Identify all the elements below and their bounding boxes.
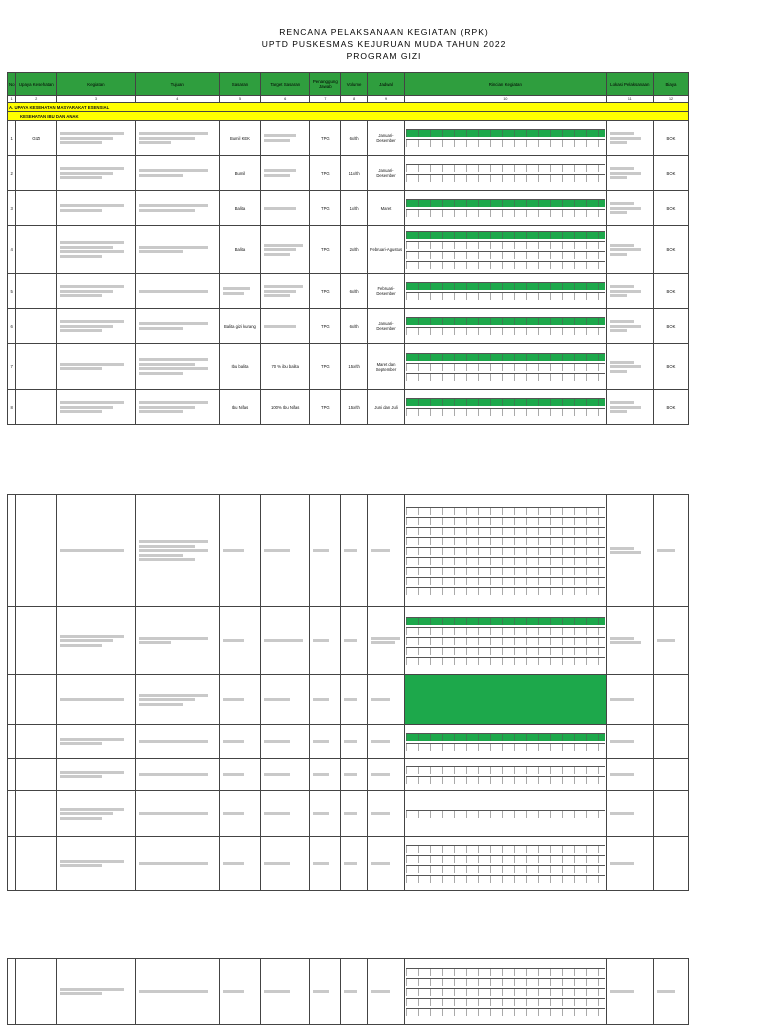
table-row bbox=[8, 959, 689, 1025]
row-no: 1 bbox=[8, 121, 16, 156]
row-pj: TPG bbox=[310, 191, 341, 226]
col-volume: Volume bbox=[341, 73, 368, 96]
row-no-placeholder bbox=[8, 607, 16, 675]
row-upaya: GIZI bbox=[16, 121, 57, 156]
row-biaya: BOK bbox=[653, 274, 688, 309]
row-biaya-placeholder bbox=[653, 725, 688, 759]
row-target-placeholder bbox=[261, 121, 310, 156]
colnum: 5 bbox=[219, 96, 260, 103]
colnum: 8 bbox=[341, 96, 368, 103]
row-lokasi-placeholder bbox=[606, 675, 653, 725]
section-row bbox=[8, 103, 689, 112]
row-lokasi-placeholder bbox=[606, 191, 653, 226]
col-kegiatan: Kegiatan bbox=[57, 73, 135, 96]
row-rincian-placeholder bbox=[405, 675, 607, 725]
row-no-placeholder bbox=[8, 959, 16, 1025]
row-target: 70 % ibu balita bbox=[261, 344, 310, 390]
row-no: 3 bbox=[8, 191, 16, 226]
row-jadwal-placeholder bbox=[367, 495, 404, 607]
row-sasaran-placeholder bbox=[219, 495, 260, 607]
row-lokasi-placeholder bbox=[606, 837, 653, 891]
table-row bbox=[8, 191, 689, 226]
colnum: 9 bbox=[367, 96, 404, 103]
document-subtitle: UPTD PUSKESMAS KEJURUAN MUDA TAHUN 2022 bbox=[261, 39, 507, 49]
row-target: 100% Ibu Nifas bbox=[261, 390, 310, 425]
row-jadwal-placeholder bbox=[367, 725, 404, 759]
row-biaya: BOK bbox=[653, 309, 688, 344]
row-sasaran-placeholder bbox=[219, 725, 260, 759]
row-upaya bbox=[16, 390, 57, 425]
row-tujuan-placeholder bbox=[135, 759, 219, 791]
row-lokasi-placeholder bbox=[606, 607, 653, 675]
row-volume: 6x/th bbox=[341, 274, 368, 309]
row-tujuan-placeholder bbox=[135, 344, 219, 390]
row-no-placeholder bbox=[8, 791, 16, 837]
table-row bbox=[8, 791, 689, 837]
table-row bbox=[8, 390, 689, 425]
row-no: 8 bbox=[8, 390, 16, 425]
row-jadwal: Januari-Desember bbox=[367, 121, 404, 156]
row-upaya bbox=[16, 156, 57, 191]
row-pj: TPG bbox=[310, 121, 341, 156]
row-upaya-placeholder bbox=[16, 959, 57, 1025]
row-upaya bbox=[16, 191, 57, 226]
colnum: 12 bbox=[653, 96, 688, 103]
row-kegiatan-placeholder bbox=[57, 959, 135, 1025]
row-jadwal: Februari-Agustus bbox=[367, 226, 404, 274]
row-volume: 6x/th bbox=[341, 309, 368, 344]
subsection-row bbox=[8, 112, 689, 121]
row-no-placeholder bbox=[8, 759, 16, 791]
table-row bbox=[8, 675, 689, 725]
row-sasaran: Balita gizi kurang bbox=[219, 309, 260, 344]
table-row bbox=[8, 121, 689, 156]
row-upaya-placeholder bbox=[16, 607, 57, 675]
row-lokasi-placeholder bbox=[606, 156, 653, 191]
row-jadwal: Juni dan Juli bbox=[367, 390, 404, 425]
row-kegiatan-placeholder bbox=[57, 725, 135, 759]
row-kegiatan-placeholder bbox=[57, 837, 135, 891]
row-biaya: BOK bbox=[653, 344, 688, 390]
row-rincian-placeholder bbox=[405, 309, 607, 344]
subsection-heading: KESEHATAN IBU DAN ANAK bbox=[8, 112, 689, 121]
row-tujuan-placeholder bbox=[135, 959, 219, 1025]
col-sasaran: Sasaran bbox=[219, 73, 260, 96]
row-rincian-placeholder bbox=[405, 226, 607, 274]
col-target: Target Sasaran bbox=[261, 73, 310, 96]
row-upaya bbox=[16, 274, 57, 309]
row-sasaran-placeholder bbox=[219, 791, 260, 837]
row-lokasi-placeholder bbox=[606, 309, 653, 344]
table-row bbox=[8, 309, 689, 344]
row-volume-placeholder bbox=[341, 495, 368, 607]
row-upaya-placeholder bbox=[16, 495, 57, 607]
row-kegiatan-placeholder bbox=[57, 390, 135, 425]
header-row bbox=[8, 73, 689, 96]
program-title: PROGRAM GIZI bbox=[346, 51, 422, 61]
row-target-placeholder bbox=[261, 725, 310, 759]
row-tujuan-placeholder bbox=[135, 675, 219, 725]
row-rincian-placeholder bbox=[405, 725, 607, 759]
row-rincian-placeholder bbox=[405, 191, 607, 226]
row-sasaran: Ibu Nifas bbox=[219, 390, 260, 425]
row-biaya: BOK bbox=[653, 191, 688, 226]
row-rincian-placeholder bbox=[405, 959, 607, 1025]
colnum: 2 bbox=[16, 96, 57, 103]
row-kegiatan-placeholder bbox=[57, 607, 135, 675]
row-sasaran: Balita bbox=[219, 226, 260, 274]
row-lokasi-placeholder bbox=[606, 791, 653, 837]
row-jadwal: Maret bbox=[367, 191, 404, 226]
row-biaya-placeholder bbox=[653, 759, 688, 791]
row-biaya: BOK bbox=[653, 121, 688, 156]
row-pj-placeholder bbox=[310, 959, 341, 1025]
row-jadwal: Januari-Desember bbox=[367, 309, 404, 344]
row-volume-placeholder bbox=[341, 791, 368, 837]
row-rincian-placeholder bbox=[405, 344, 607, 390]
colnum: 4 bbox=[135, 96, 219, 103]
row-upaya-placeholder bbox=[16, 759, 57, 791]
row-volume: 15x/th bbox=[341, 344, 368, 390]
row-sasaran-placeholder bbox=[219, 274, 260, 309]
col-biaya: Biaya bbox=[653, 73, 688, 96]
row-upaya-placeholder bbox=[16, 675, 57, 725]
row-rincian-placeholder bbox=[405, 791, 607, 837]
row-target-placeholder bbox=[261, 837, 310, 891]
row-tujuan-placeholder bbox=[135, 274, 219, 309]
row-rincian-placeholder bbox=[405, 495, 607, 607]
table-row bbox=[8, 226, 689, 274]
row-sasaran-placeholder bbox=[219, 837, 260, 891]
rpk-table-page-2 bbox=[7, 494, 689, 891]
row-biaya: BOK bbox=[653, 156, 688, 191]
row-rincian-placeholder bbox=[405, 156, 607, 191]
table-row bbox=[8, 274, 689, 309]
row-tujuan-placeholder bbox=[135, 156, 219, 191]
colnum: 6 bbox=[261, 96, 310, 103]
row-volume-placeholder bbox=[341, 607, 368, 675]
row-target-placeholder bbox=[261, 759, 310, 791]
row-volume: 2x/th bbox=[341, 226, 368, 274]
row-no-placeholder bbox=[8, 675, 16, 725]
row-rincian-placeholder bbox=[405, 607, 607, 675]
document-title: RENCANA PELAKSANAAN KEGIATAN (RPK) bbox=[279, 27, 489, 37]
row-rincian-placeholder bbox=[405, 837, 607, 891]
row-lokasi-placeholder bbox=[606, 390, 653, 425]
row-no: 5 bbox=[8, 274, 16, 309]
row-pj-placeholder bbox=[310, 607, 341, 675]
row-lokasi-placeholder bbox=[606, 495, 653, 607]
row-pj-placeholder bbox=[310, 495, 341, 607]
row-kegiatan-placeholder bbox=[57, 675, 135, 725]
row-kegiatan-placeholder bbox=[57, 495, 135, 607]
row-target-placeholder bbox=[261, 959, 310, 1025]
row-pj: TPG bbox=[310, 344, 341, 390]
row-sasaran-placeholder bbox=[219, 675, 260, 725]
row-rincian-placeholder bbox=[405, 390, 607, 425]
row-volume-placeholder bbox=[341, 959, 368, 1025]
col-rincian: Rincian Kegiatan bbox=[405, 73, 607, 96]
row-pj-placeholder bbox=[310, 725, 341, 759]
section-heading: A. UPAYA KESEHATAN MASYARAKAT ESENSIAL bbox=[8, 103, 689, 112]
row-jadwal-placeholder bbox=[367, 759, 404, 791]
row-sasaran: Balita bbox=[219, 191, 260, 226]
row-jadwal-placeholder bbox=[367, 791, 404, 837]
row-upaya-placeholder bbox=[16, 837, 57, 891]
table-row bbox=[8, 607, 689, 675]
row-volume: 11x/th bbox=[341, 156, 368, 191]
row-no-placeholder bbox=[8, 725, 16, 759]
row-kegiatan-placeholder bbox=[57, 274, 135, 309]
row-sasaran-placeholder bbox=[219, 959, 260, 1025]
row-target-placeholder bbox=[261, 274, 310, 309]
colnum: 3 bbox=[57, 96, 135, 103]
row-kegiatan-placeholder bbox=[57, 791, 135, 837]
colnum: 7 bbox=[310, 96, 341, 103]
row-lokasi-placeholder bbox=[606, 344, 653, 390]
colnum: 10 bbox=[405, 96, 607, 103]
row-upaya bbox=[16, 344, 57, 390]
row-tujuan-placeholder bbox=[135, 191, 219, 226]
row-pj-placeholder bbox=[310, 675, 341, 725]
col-upaya: Upaya Kesehatan bbox=[16, 73, 57, 96]
row-tujuan-placeholder bbox=[135, 607, 219, 675]
row-jadwal-placeholder bbox=[367, 837, 404, 891]
colnum: 1 bbox=[8, 96, 16, 103]
row-volume: 15x/th bbox=[341, 390, 368, 425]
row-no: 7 bbox=[8, 344, 16, 390]
row-tujuan-placeholder bbox=[135, 390, 219, 425]
row-jadwal-placeholder bbox=[367, 607, 404, 675]
table-row bbox=[8, 156, 689, 191]
row-biaya-placeholder bbox=[653, 837, 688, 891]
row-pj: TPG bbox=[310, 390, 341, 425]
row-biaya-placeholder bbox=[653, 791, 688, 837]
row-tujuan-placeholder bbox=[135, 791, 219, 837]
row-target-placeholder bbox=[261, 226, 310, 274]
colnum: 11 bbox=[606, 96, 653, 103]
row-rincian-placeholder bbox=[405, 274, 607, 309]
row-target-placeholder bbox=[261, 791, 310, 837]
row-tujuan-placeholder bbox=[135, 495, 219, 607]
row-upaya bbox=[16, 226, 57, 274]
row-no-placeholder bbox=[8, 837, 16, 891]
row-sasaran-placeholder bbox=[219, 759, 260, 791]
row-volume-placeholder bbox=[341, 725, 368, 759]
row-pj-placeholder bbox=[310, 791, 341, 837]
row-jadwal-placeholder bbox=[367, 959, 404, 1025]
row-biaya-placeholder bbox=[653, 607, 688, 675]
row-sasaran-placeholder bbox=[219, 607, 260, 675]
col-jadwal: Jadwal bbox=[367, 73, 404, 96]
col-lokasi: Lokasi Pelaksanaan bbox=[606, 73, 653, 96]
row-biaya: BOK bbox=[653, 226, 688, 274]
row-upaya bbox=[16, 309, 57, 344]
row-no: 6 bbox=[8, 309, 16, 344]
row-sasaran: Bumil bbox=[219, 156, 260, 191]
row-target-placeholder bbox=[261, 495, 310, 607]
row-lokasi-placeholder bbox=[606, 121, 653, 156]
row-kegiatan-placeholder bbox=[57, 344, 135, 390]
column-number-row bbox=[8, 96, 689, 103]
row-biaya: BOK bbox=[653, 390, 688, 425]
row-lokasi-placeholder bbox=[606, 759, 653, 791]
row-kegiatan-placeholder bbox=[57, 226, 135, 274]
row-jadwal-placeholder bbox=[367, 675, 404, 725]
row-upaya-placeholder bbox=[16, 791, 57, 837]
row-jadwal: Januari-Desember bbox=[367, 156, 404, 191]
row-jadwal: Februari-Desember bbox=[367, 274, 404, 309]
row-target-placeholder bbox=[261, 156, 310, 191]
row-no: 4 bbox=[8, 226, 16, 274]
row-tujuan-placeholder bbox=[135, 837, 219, 891]
row-target-placeholder bbox=[261, 191, 310, 226]
row-pj-placeholder bbox=[310, 837, 341, 891]
row-lokasi-placeholder bbox=[606, 274, 653, 309]
col-tujuan: Tujuan bbox=[135, 73, 219, 96]
table-row bbox=[8, 837, 689, 891]
col-no: No bbox=[8, 73, 16, 96]
row-tujuan-placeholder bbox=[135, 725, 219, 759]
row-volume-placeholder bbox=[341, 675, 368, 725]
row-volume-placeholder bbox=[341, 837, 368, 891]
row-kegiatan-placeholder bbox=[57, 309, 135, 344]
rpk-table-page-3 bbox=[7, 958, 689, 1025]
col-pj: Penanggung Jawab bbox=[310, 73, 341, 96]
row-tujuan-placeholder bbox=[135, 121, 219, 156]
row-rincian-placeholder bbox=[405, 759, 607, 791]
rpk-table-page-1 bbox=[7, 72, 689, 425]
row-kegiatan-placeholder bbox=[57, 759, 135, 791]
row-tujuan-placeholder bbox=[135, 226, 219, 274]
row-volume-placeholder bbox=[341, 759, 368, 791]
row-lokasi-placeholder bbox=[606, 226, 653, 274]
row-pj: TPG bbox=[310, 274, 341, 309]
row-lokasi-placeholder bbox=[606, 959, 653, 1025]
row-lokasi-placeholder bbox=[606, 725, 653, 759]
row-pj-placeholder bbox=[310, 759, 341, 791]
row-upaya-placeholder bbox=[16, 725, 57, 759]
row-biaya-placeholder bbox=[653, 495, 688, 607]
row-target-placeholder bbox=[261, 675, 310, 725]
row-biaya-placeholder bbox=[653, 675, 688, 725]
row-rincian-placeholder bbox=[405, 121, 607, 156]
row-kegiatan-placeholder bbox=[57, 156, 135, 191]
row-pj: TPG bbox=[310, 309, 341, 344]
table-row bbox=[8, 344, 689, 390]
row-kegiatan-placeholder bbox=[57, 121, 135, 156]
row-jadwal: Maret dan September bbox=[367, 344, 404, 390]
row-pj: TPG bbox=[310, 226, 341, 274]
row-volume: 6x/th bbox=[341, 121, 368, 156]
row-pj: TPG bbox=[310, 156, 341, 191]
table-row bbox=[8, 495, 689, 607]
row-tujuan-placeholder bbox=[135, 309, 219, 344]
row-volume: 1x/th bbox=[341, 191, 368, 226]
row-target-placeholder bbox=[261, 309, 310, 344]
row-no-placeholder bbox=[8, 495, 16, 607]
table-row bbox=[8, 759, 689, 791]
row-sasaran: Bumil KEK bbox=[219, 121, 260, 156]
table-row bbox=[8, 725, 689, 759]
row-biaya-placeholder bbox=[653, 959, 688, 1025]
row-target-placeholder bbox=[261, 607, 310, 675]
row-sasaran: Ibu balita bbox=[219, 344, 260, 390]
row-no: 2 bbox=[8, 156, 16, 191]
row-kegiatan-placeholder bbox=[57, 191, 135, 226]
